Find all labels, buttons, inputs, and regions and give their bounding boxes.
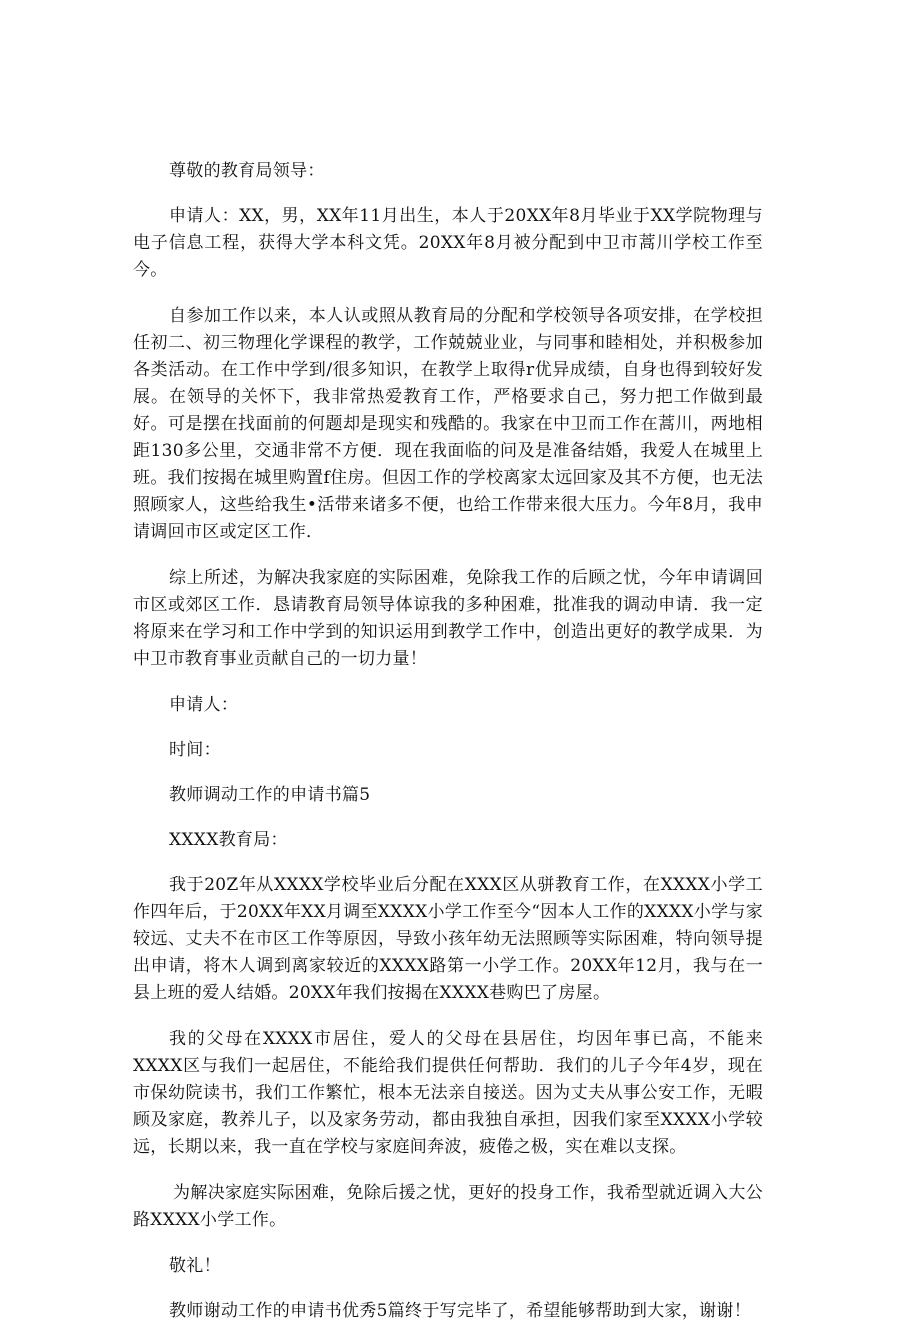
closing-note: 教师谢动工作的申请书优秀5篇终于写完毕了，希望能够帮助到大家，谢谢！: [169, 1301, 752, 1321]
transfer-request-paragraph: 为解决家庭实际困难，免除后援之忧，更好的投身工作，我希型就近调入大公路XXXX小学工作。: [133, 1183, 763, 1230]
section-title: 教师调动工作的申请书篇5: [169, 785, 371, 805]
work-history-paragraph: 自参加工作以来，本人认或照从教育局的分配和学校领导各项安排，在学校担任初二、初三物理化学课程的教学，工作兢兢业业，与同事和睦相处，并积极参加各类活动。在工作中学到/很多知识，在教学上取得r优异成绩，自身也得到较好发展。在领导的关怀下，我非常热爱教育工作，严格要求自己，努力把工作做到最好。可是摆在找面前的何题却是现实和残酷的。我家在中卫而工作在蒿川，两地相距130多公里，交通非常不方便．现在我面临的问及是准备结婚，我爱人在城里上班。我们按揭在城里购置f住房。但因工作的学校离家太远回家及其不方便，也无法照顾家人，这些给我生•活带来诸多不便，也给工作带来很大压力。今年8月，我申请调回市区或定区工作．: [133, 306, 763, 542]
summary-request-paragraph: 综上所述，为解决我家庭的实际困难，免除我工作的后顾之忧，今年申请调回市区或郊区工作．恳请教育局领导体谅我的多种困难，批准我的调动申请．我一定将原来在学习和工作中学到的知识运用到教学工作中，创造出更好的教学成果．为中卫市教育事业贡献自己的一切力量！: [133, 568, 763, 669]
recipient-line: XXXX教育局：: [169, 830, 288, 850]
date-label: 时间：: [169, 740, 221, 760]
salutation: 尊敬的教育局领导：: [169, 161, 325, 181]
family-situation-paragraph: 我的父母在XXXX市居住，爱人的父母在县居住，均因年事已高，不能来XXXX区与我们一起居住，不能给我们提供任何帮助．我们的儿子今年4岁，现在市保幼院读书，我们工作繁忙，根本无法亲自接送。因为丈夫从事公安工作，无暇顾及家庭，教养儿子，以及家务劳动，都由我独自承担，因我们家至XXXX小学较远，长期以来，我一直在学校与家庭间奔波，疲倦之极，实在难以支探。: [133, 1029, 763, 1157]
second-letter-background-paragraph: 我于20Z年从XXXX学校毕业后分配在XXX区从骈教育工作，在XXXX小学工作四年后，于20XX年XX月调至XXXX小学工作至今“因本人工作的XXXX小学与家较远、丈夫不在市区工作等原因，导致小孩年幼无法照顾等实际困难，特向领导提出申请，将木人调到离家较近的XXXX路第一小学工作。20XX年12月，我与在一县上班的爱人结婚。20XX年我们按揭在XXXX巷购巴了房屋。: [133, 875, 763, 1003]
document-body: [133, 158, 763, 1343]
applicant-intro-paragraph: 申请人：XX，男，XX年11月出生，本人于20XX年8月毕业于XX学院物理与电子信息工程，获得大学本科文凭。20XX年8月被分配到中卫市蒿川学校工作至今。: [133, 206, 763, 280]
applicant-signature-label: 申请人：: [169, 695, 239, 715]
closing-salute: 敬礼！: [169, 1256, 221, 1276]
